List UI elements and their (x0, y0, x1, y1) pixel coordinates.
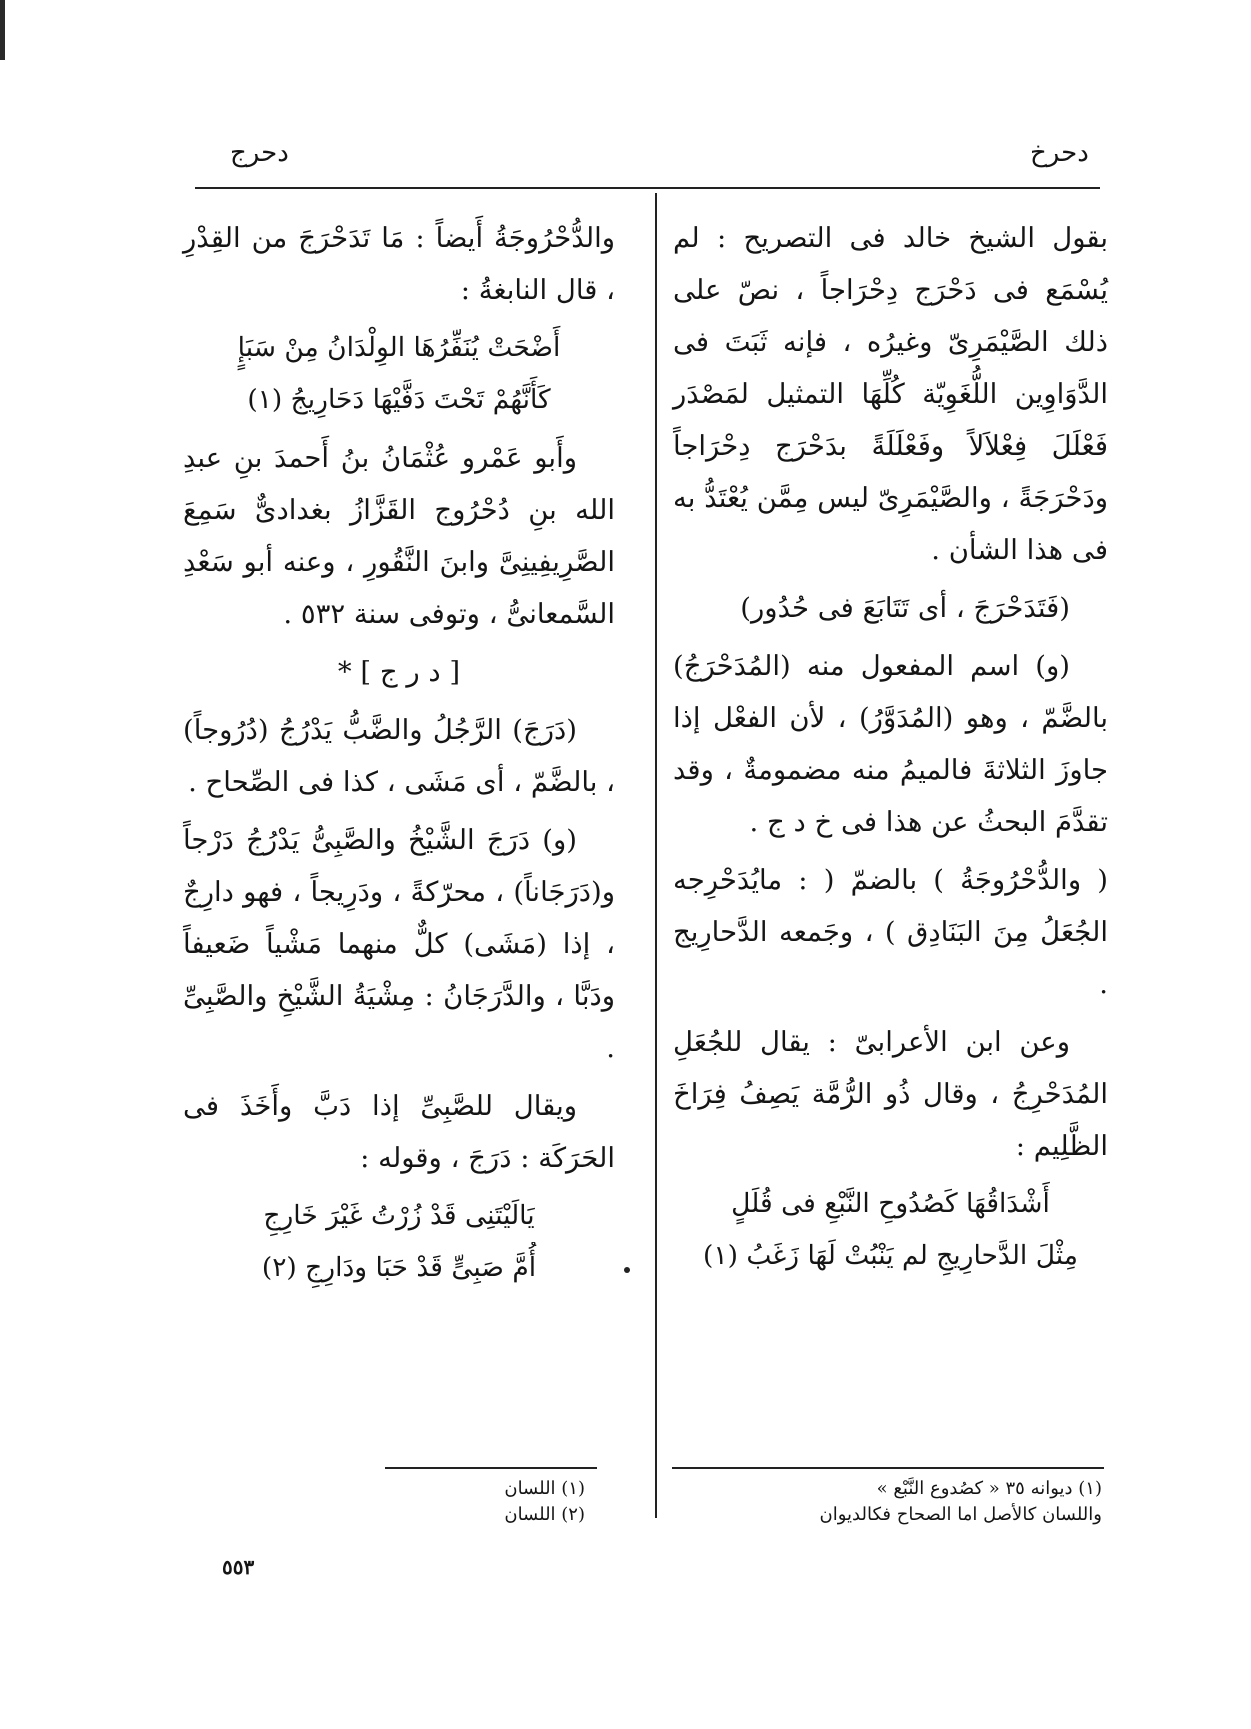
verse (183, 1190, 615, 1294)
page-number: ٥٥٣ (222, 1555, 255, 1579)
paragraph: بقول الشيخ خالد فى التصريح : لم يُسْمَع فى دَحْرَج دِحْرَاجاً ، نصّ على ذلك الصَّيْمَرِىّ وغيرُه ، فإنه ثَبَتَ فى الدَّوَاوِين اللُّغَوِيّة كُلِّهَا التمثيل لمَصْدَر فَعْلَلَ فِعْلاَلاً وفَعْلَلَةً بدَحْرَج دِحْرَاجاً ودَحْرَجَةً ، والصَّيْمَرِىّ ليس مِمَّن يُعْتَدُّ به فى هذا الشأن . (673, 222, 1108, 566)
running-head-right: دحرخ (1030, 138, 1089, 168)
running-head-left: دحرج (230, 138, 289, 168)
footnote: (٢) اللسان (504, 1504, 585, 1525)
paragraph: (دَرَجَ) الرَّجُلُ والضَّبُّ يَدْرُجُ (دُرُوجاً) ، بالضَّمّ ، أى مَشَى ، كذا فى الصِّحاح . (183, 714, 615, 798)
column-divider (655, 193, 657, 1518)
paragraph: ( والدُّحْرُوجَةُ ) بالضمّ ( : مايُدَحْرِجه الجُعَلُ مِنَ البَنَادِق ) ، وجَمعه الدَّحارِيج . (673, 864, 1108, 1000)
verse-line: أَضْحَتْ يُنَفِّرُهَا الوِلْدَانُ مِنْ سَبَإٍ (237, 332, 561, 363)
right-column (673, 212, 1108, 1288)
paragraph: (و) اسم المفعول منه (المُدَحْرَجُ) بالضَّمّ ، وهو (المُدَوَّرُ) ، لأن الفعْل إذا جاوزَ الثلاثةَ فالميمُ منه مضمومةٌ ، وقد تقدَّمَ البحثُ عن هذا فى خ د ج . (673, 650, 1108, 838)
footnotes-left (385, 1476, 585, 1528)
footnote: (١) ديوانه ٣٥ « كصُدوع النَّبْع » (876, 1478, 1102, 1499)
verse-line: مِثْلَ الدَّحارِيجِ لم يَنْبُتْ لَهَا زَغَبُ (١) (703, 1240, 1078, 1271)
paragraph: والدُّحْرُوجَةُ أَيضاً : مَا تَدَحْرَجَ من القِدْرِ ، قال النابغةُ : (183, 222, 615, 306)
paragraph: (و) دَرَجَ الشَّيْخُ والصَّبِىُّ يَدْرُجُ دَرْجاً و(دَرَجَاناً) ، محرّكةً ، ودَرِيجاً ، فهو دارِجٌ ، إذا (مَشَى) كلٌّ منهما مَشْياً ضَعيفاً ودَبَّا ، والدَّرَجَانُ : مِشْيَةُ الشَّيْخِ والصَّبِىِّ . (183, 824, 615, 1064)
page-edge-mark (0, 0, 5, 60)
footnote-rule-left (385, 1467, 597, 1469)
verse-line: أُمَّ صَبِىٍّ قَدْ حَبَا ودَارِجِ (٢) (261, 1252, 537, 1283)
margin-dot (624, 1267, 630, 1273)
header-rule (195, 187, 1100, 189)
footnote: (١) اللسان (504, 1478, 585, 1499)
paragraph: (فَتَدَحْرَجَ ، أى تَتَابَعَ فى حُدُور) (740, 592, 1070, 624)
verse-line: كَأَنَّهُمْ تَحْتَ دَفَّيْهَا دَحَارِيجُ (١) (247, 384, 551, 415)
footnotes-right (672, 1476, 1102, 1528)
footnote-rule-right (672, 1467, 1104, 1469)
paragraph: وعن ابن الأعرابىّ : يقال للجُعَلِ المُدَحْرِجُ ، وقال ذُو الرُّمَّة يَصِفُ فِرَاخَ الظَّلِيم : (673, 1026, 1108, 1162)
verse (673, 1178, 1108, 1282)
paragraph: وأَبو عَمْرو عُثْمَانُ بنُ أَحمدَ بنِ عبدِ الله بنِ دُحْرُوج القَزَّازُ بغدادىٌّ سَمِعَ الصَّرِيفِينِىَّ وابنَ النَّقُورِ ، وعنه أبو سَعْدِ السَّمعانىُّ ، وتوفى سنة ٥٣٢ . (183, 442, 615, 630)
verse-line: يَالَيْتَنِى قَدْ زُرْتُ غَيْرَ خَارِجِ (263, 1200, 535, 1231)
paragraph: ويقال للصَّبِىِّ إذا دَبَّ وأَخَذَ فى الحَرَكَة : دَرَجَ ، وقوله : (183, 1090, 615, 1174)
left-column (183, 212, 615, 1300)
verse-line: أَشْدَاقُهَا كَصُدُوحِ النَّبْعِ فى قُلَلٍ (731, 1188, 1050, 1219)
verse (183, 322, 615, 426)
entry-heading: [ د ر ج ] * (337, 656, 461, 688)
footnote: واللسان كالأصل اما الصحاح فكالديوان (819, 1504, 1102, 1525)
